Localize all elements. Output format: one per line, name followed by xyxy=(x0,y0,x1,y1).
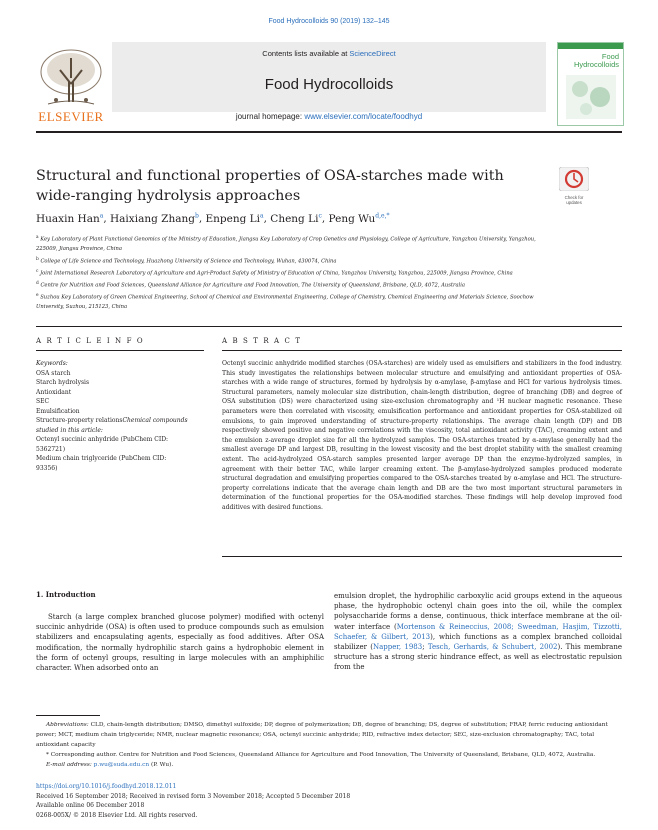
journal-citation[interactable]: Food Hydrocolloids 90 (2019) 132–145 xyxy=(268,18,390,25)
keywords-label: Keywords: xyxy=(36,360,68,367)
elsevier-logo[interactable] xyxy=(36,42,106,124)
cover-title-line1: Food xyxy=(601,52,619,61)
author[interactable]: Peng $Wu^{d,e,*}$ xyxy=(328,212,390,225)
article-info-body xyxy=(36,359,204,473)
corresponding-author-note: * Corresponding author. Centre for Nutrition and Food Sciences, Queensland Alliance for Agriculture and Food Innovation, The University of Queensland, Brisbane, QLD, 4072, Australia. xyxy=(46,752,596,758)
reference-link[interactable]: Mortenson & Reineccius, 2008; Sweedman, Hasjim, Tizzotti, Schaefer, & Gilbert, 2013 xyxy=(334,622,623,641)
sciencedirect-link[interactable]: ScienceDirect xyxy=(349,49,396,58)
intro-paragraph-left: Starch (a large complex branched glucose polymer) modified with octenyl succinic anhydride (OSA) is often used to produce compounds such as emulsion stabilizers and encapsulating agents, especially as food additives. After OSA modification, the normally hydrophilic starch gains a hydrophobic element in the form of octenyl groups, resulting in large molecules with an amphiphilic character. When adsorbed onto an xyxy=(36,613,324,673)
article-info-rule xyxy=(36,350,204,351)
affiliations xyxy=(36,233,556,313)
email-note: E-mail address: p.wu@suda.edu.cn (P. Wu). xyxy=(46,762,174,768)
elsevier-wordmark: ELSEVIER xyxy=(38,109,104,124)
affiliation: $^e$ Suzhou Key Laboratory of Green Chemical Engineering, School of Chemical and Environmental Engineering, College of Chemistry, Chemical Engineering and Materials Science, Soochow University, Suzhou, 215123, China xyxy=(36,292,534,311)
email-link[interactable]: p.wu@suda.edu.cn xyxy=(93,762,150,768)
journal-homepage-link[interactable]: www.elsevier.com/locate/foodhyd xyxy=(304,112,423,121)
available-online: Available online 06 December 2018 xyxy=(36,802,145,809)
author[interactable]: Enpeng Li$^a$ xyxy=(205,212,264,225)
publication-details xyxy=(36,782,622,820)
author[interactable]: Haixiang Zhang$^b$ xyxy=(110,212,199,225)
keyword: Antioxidant xyxy=(36,388,72,396)
abstract-bottom-rule xyxy=(222,556,622,557)
affiliation: $^d$ Centre for Nutrition and Food Sciences, Queensland Alliance for Agriculture and Food Innovation, The University of Queensland, Brisbane, QLD, 4072, Australia xyxy=(36,280,465,289)
affiliation: $^a$ Key Laboratory of Plant Functional Genomics of the Ministry of Education, Jiangsu Key Laboratory of Crop Genetics and Physiology, College of Agriculture, Yangzhou University, Yangzhou, 225009, Jiangsu Province, China xyxy=(36,235,536,253)
author[interactable]: Huaxin Han$^a$ xyxy=(36,212,104,225)
keyword: Structure-property relations xyxy=(36,417,123,424)
affiliation: $^b$ College of Life Science and Technology, Huazhong University of Science and Technology, Wuhan, 430074, China xyxy=(36,256,337,265)
keyword: Emulsification xyxy=(36,407,80,415)
check-updates-icon xyxy=(559,167,589,191)
copyright: 0268-005X/ © 2018 Elsevier Ltd. All rights reserved. xyxy=(36,811,198,819)
check-for-updates-badge[interactable] xyxy=(559,167,589,205)
cover-title-line2: Hydrocolloids xyxy=(573,60,619,69)
keyword: Starch hydrolysis xyxy=(36,379,90,386)
abbreviations-note: Abbreviations: CLD, chain-length distribution; DMSO, dimethyl sulfoxide; DP, degree of polymerization; DB, degree of branching; DS, degree of substitution; FRAP, ferric reducing antioxidant power; MCT, medium chain triglyceride; NMR, nuclear magnetic resonance; OSA, octenyl succinic anhydride; RID, refractive index detector; SEC, size-exclusion chromatography; TAC, total antioxidant capacity xyxy=(36,722,608,748)
cover-top-bar xyxy=(558,43,623,49)
journal-cover-thumbnail[interactable] xyxy=(557,42,624,126)
doi-link[interactable]: https://doi.org/10.1016/j.foodhyd.2018.12.011 xyxy=(36,783,177,790)
article-info-heading: A R T I C L E I N F O xyxy=(36,337,145,345)
author[interactable]: Cheng Li$^c$ xyxy=(270,212,322,225)
contents-prefix: Contents lists available at xyxy=(262,49,350,58)
footnotes xyxy=(36,720,622,770)
received-dates: Received 16 September 2018; Received in revised form 3 November 2018; Accepted 5 December 2018 xyxy=(36,792,351,800)
article-title: Structural and functional properties of OSA-starches made with wide-ranging hydrolysis approaches xyxy=(36,168,504,204)
chemical-compounds-label: Chemical compounds studied in this article: xyxy=(36,417,188,434)
abstract-text: Octenyl succinic anhydride modified starches (OSA-starches) are widely used as emulsifiers and stabilizers in the food industry. This study investigates the relationships between molecular structure and emulsifying and antioxidant properties of OSA-starches with a wide range of structures, formed by hydrolysis by α-amylase, β-amylase and HCl for various hydrolysis times. Structural parameters, namely molecular size distribution, chain-length distribution, degree of branching (DB) and degree of OSA substitution (DS) were characterized using size-exclusion chromatography and ¹H nuclear magnetic resonance. These parameters were then correlated with viscosity, emulsification performance and antioxidant properties for OSA-stabilized oil emulsions, to gain improved understanding of structure-property relationships. The average chain length (DP) and DB respectively showed positive and negative correlations with the viscosity, total antioxidant activity (TAC), creaming extent and the emulsion z-average droplet size for all the hydrolyzed samples. The OSA-starches treated by α-amylase generally had the smallest average DP and largest DB, resulting in the lowest viscosity and the best droplet stability with the smallest creaming extent. The acid-hydrolyzed OSA-starch samples presented larger average DP than the enzyme-hydrolyzed samples, in agreement with their better TAC, while larger creaming extent. The β-amylase-hydrolyzed samples produced moderate structural degradation and emulsifying properties compared to the OSA-starches treated by α-amylase and HCl. The structure-property correlations indicate that the average chain length and DB are the two most important structural parameters in determination of the functional properties for the OSA-modified starches. These findings will help develop improved food additives with desired functions. xyxy=(222,360,622,511)
keyword-with-chem-label xyxy=(36,416,204,435)
journal-homepage-line xyxy=(112,112,546,121)
homepage-prefix: journal homepage: xyxy=(235,112,305,121)
chemical-compound: Octenyl succinic anhydride (PubChem CID: xyxy=(36,436,169,443)
check-updates-label: Check for updates xyxy=(564,195,584,205)
section-heading-introduction: 1. Introduction xyxy=(36,590,96,599)
chemical-compound-id: 5362721) xyxy=(36,445,66,453)
cover-image-icon xyxy=(566,75,616,119)
abstract-heading: A B S T R A C T xyxy=(222,337,302,345)
cover-title xyxy=(574,53,619,69)
intro-paragraph-right: emulsion droplet, the hydrophilic carboxylic acid groups extend in the aqueous phase, the hydrophobic octenyl chain goes into the oil, while the complex polysaccharide forms a dense, continuous, thick interface membrane at the oil-water interface (Mortenson & Reineccius, 2008; Sweedman, Hasjim, Tizzotti, Schaefer, & Gilbert, 2013), which functions as a complex branched colloidal stabilizer (Napper, 1983; Tesch, Gerhards, & Schubert, 2002). This membrane structure has a strong steric hindrance effect, as well as electrostatic repulsion from the xyxy=(334,592,623,672)
contents-line xyxy=(112,49,546,58)
affiliation-rule xyxy=(36,326,622,327)
footnote-rule xyxy=(36,715,100,716)
header-rule xyxy=(36,131,622,133)
reference-link[interactable]: Napper, 1983 xyxy=(372,643,423,652)
chemical-compound-id: 93356) xyxy=(36,464,58,472)
keyword: SEC xyxy=(36,398,50,405)
reference-link[interactable]: Tesch, Gerhards, & Schubert, 2002 xyxy=(427,643,558,652)
chemical-compound: Medium chain triglyceride (PubChem CID: xyxy=(36,455,167,462)
author-list: Huaxin Han$^a$, Haixiang Zhang$^b$, Enpeng Li$^a$, Cheng Li$^c$, Peng $Wu^{d,e,*}$ xyxy=(36,212,390,225)
abstract-rule xyxy=(222,350,622,351)
keyword: OSA starch xyxy=(36,369,71,377)
affiliation: $^c$ Joint International Research Laboratory of Agriculture and Agri-Product Safety of Ministry of Education of China, Yangzhou University, Yangzhou, 225009, Jiangsu Province, China xyxy=(36,268,513,277)
journal-name: Food Hydrocolloids xyxy=(264,76,394,93)
